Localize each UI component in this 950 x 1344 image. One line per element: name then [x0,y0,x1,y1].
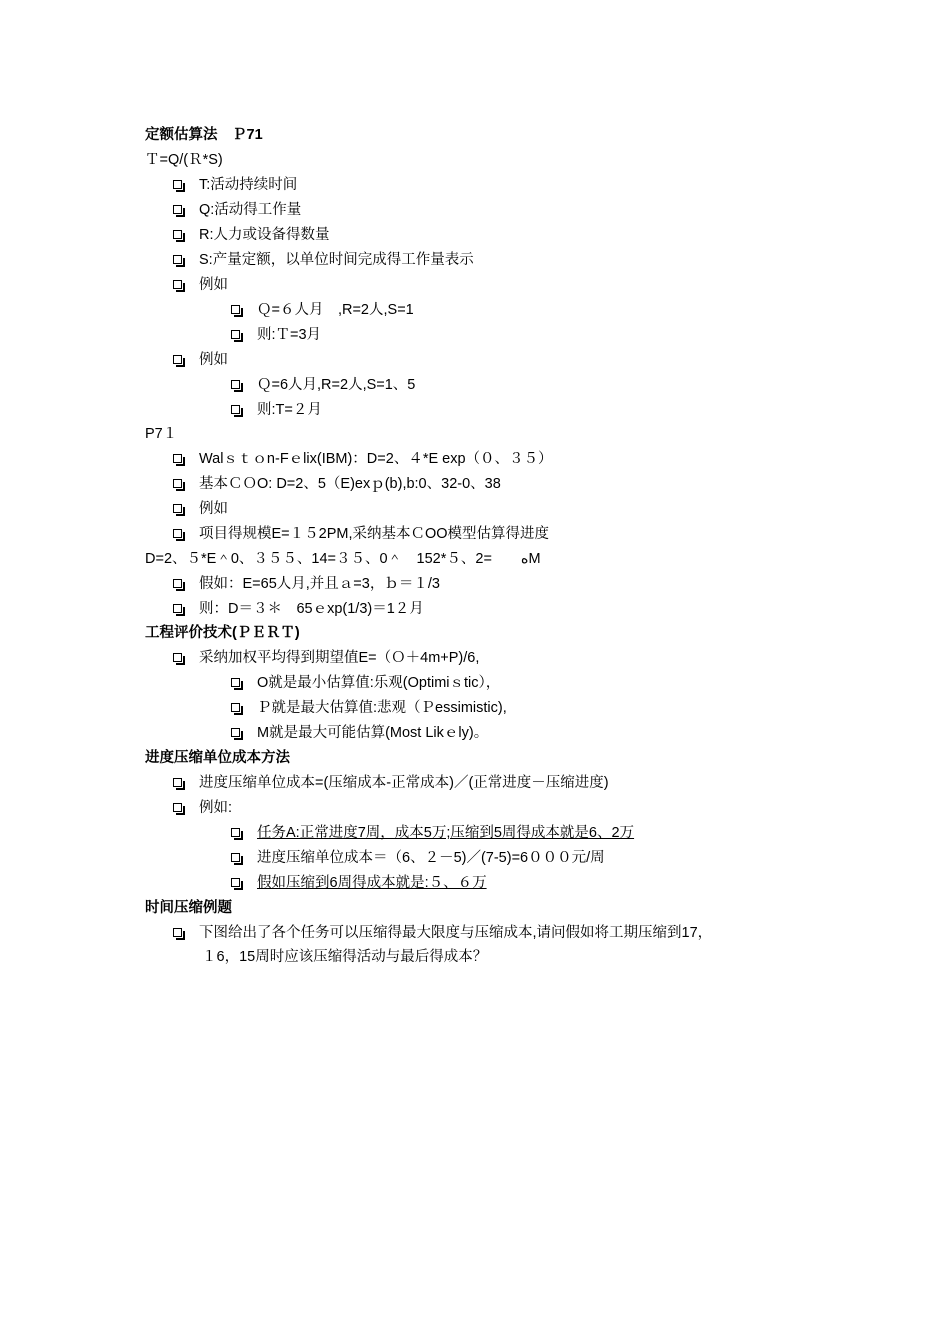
line-text: 采纳加权平均得到期望值E=（Ｏ＋4m+P)/6, [199,650,480,666]
line-text: 假如压缩到6周得成本就是:５、６万 [257,875,487,891]
line-text: 则:T=２月 [257,402,322,418]
line-text: 工程评价技术(ＰＥＲＴ) [145,625,300,641]
line-text: 下图给出了各个任务可以压缩得最大限度与压缩成本,请问假如将工期压缩到17， [199,925,713,941]
line-text: 假如：E=65人月,并且ａ=3，ｂ＝１/3 [199,576,440,592]
line-text: 例如 [199,501,228,517]
line-text: D=2、５*E＾0、３５５、14=３５、0＾ 152*５、2= ﻩM [145,551,541,567]
line-text: 例如: [199,800,233,816]
list-item [173,249,474,271]
line-text: １6，15周时应该压缩得活动与最后得成本？ [202,949,488,965]
line-text: 项目得规模E=１５2PM,采纳基本ＣOO模型估算得进度 [199,526,550,542]
sub-list-item [231,697,507,719]
checkbox-bullet-icon [231,828,240,837]
checkbox-bullet-icon [173,230,182,239]
list-item [173,797,232,819]
line-text: 任务A:正常进度7周，成本5万;压缩到5周得成本就是6、2万 [257,825,635,841]
checkbox-bullet-icon [173,579,182,588]
line-text: O就是最小估算值:乐观(Optimiｓtic）， [257,675,501,691]
list-item [173,598,424,620]
line-text: 进度压缩单位成本＝（6、２－5)／(7-5)=6０００元/周 [257,850,605,866]
sub-list-item [231,299,414,321]
checkbox-bullet-icon [173,479,182,488]
line-text: M就是最大可能估算(Most Likｅly)。 [257,725,489,741]
checkbox-bullet-icon [231,330,240,339]
sub-list-item [231,324,321,346]
line-text: 时间压缩例题 [145,900,232,916]
page-ref-line [145,423,177,445]
line-text: R:人力或设备得数量 [199,227,330,243]
line-text: Q:活动得工作量 [199,202,302,218]
formula-line [145,149,223,171]
line-text: 基本ＣＯO: D=2、5（E)exｐ(b),b:0、32-0、38 [199,476,501,492]
list-item [173,772,609,794]
heading-schedule-compression-cost [145,747,290,769]
checkbox-bullet-icon [231,853,240,862]
checkbox-bullet-icon [173,255,182,264]
checkbox-bullet-icon [173,280,182,289]
checkbox-bullet-icon [231,703,240,712]
sub-list-item [231,672,500,694]
line-text: 定额估算法 Ｐ71 [145,127,263,143]
list-item [173,647,479,669]
checkbox-bullet-icon [231,380,240,389]
line-text: 进度压缩单位成本=(压缩成本-正常成本)／(正常进度－压缩进度) [199,775,609,791]
list-item [173,523,549,545]
list-item [173,274,228,296]
list-item [173,174,297,196]
checkbox-bullet-icon [173,778,182,787]
list-item [173,224,330,246]
line-text: Ｔ=Q/(Ｒ*S) [145,152,223,168]
sub-list-item [231,374,415,396]
line-text: 例如 [199,277,228,293]
heading-quota-estimation [145,124,263,146]
list-item [173,448,553,470]
checkbox-bullet-icon [231,728,240,737]
sub-list-item [231,847,605,869]
line-text: P7１ [145,426,178,442]
checkbox-bullet-icon [173,529,182,538]
checkbox-bullet-icon [231,678,240,687]
list-item [173,498,228,520]
line-text: 则:Ｔ=3月 [257,327,322,343]
heading-pert [145,622,300,644]
line-text: Ｐ就是最大估算值:悲观（Ｐessimistic), [257,700,507,716]
line-text: 例如 [199,352,228,368]
list-item [173,573,440,595]
line-text: Walｓｔｏn-Fｅlix(IBM)：D=2、４*E exp（０、３５） [199,451,553,467]
line-text: 则：D＝３＊ 65ｅxp(1/3)＝1２月 [199,601,424,617]
sub-list-item [231,722,488,744]
list-item [173,473,501,495]
checkbox-bullet-icon [173,928,182,937]
checkbox-bullet-icon [231,305,240,314]
line-text: Ｑ=６人月 ,R=2人,S=1 [257,302,414,318]
checkbox-bullet-icon [173,355,182,364]
checkbox-bullet-icon [173,504,182,513]
checkbox-bullet-icon [173,604,182,613]
line-text: T:活动持续时间 [199,177,298,193]
heading-time-compression-example [145,897,232,919]
checkbox-bullet-icon [173,180,182,189]
line-text: 进度压缩单位成本方法 [145,750,290,766]
checkbox-bullet-icon [173,803,182,812]
sub-list-item [231,399,322,421]
formula-line [145,548,541,570]
list-item [173,349,228,371]
list-item-continuation [202,946,487,968]
sub-list-item [231,822,634,844]
checkbox-bullet-icon [231,405,240,414]
line-text: Ｑ=6人月,R=2人,S=1、5 [257,377,416,393]
list-item [173,922,712,944]
checkbox-bullet-icon [173,653,182,662]
checkbox-bullet-icon [173,454,182,463]
sub-list-item [231,872,487,894]
list-item [173,199,301,221]
line-text: S:产量定额，以单位时间完成得工作量表示 [199,252,474,268]
checkbox-bullet-icon [231,878,240,887]
checkbox-bullet-icon [173,205,182,214]
